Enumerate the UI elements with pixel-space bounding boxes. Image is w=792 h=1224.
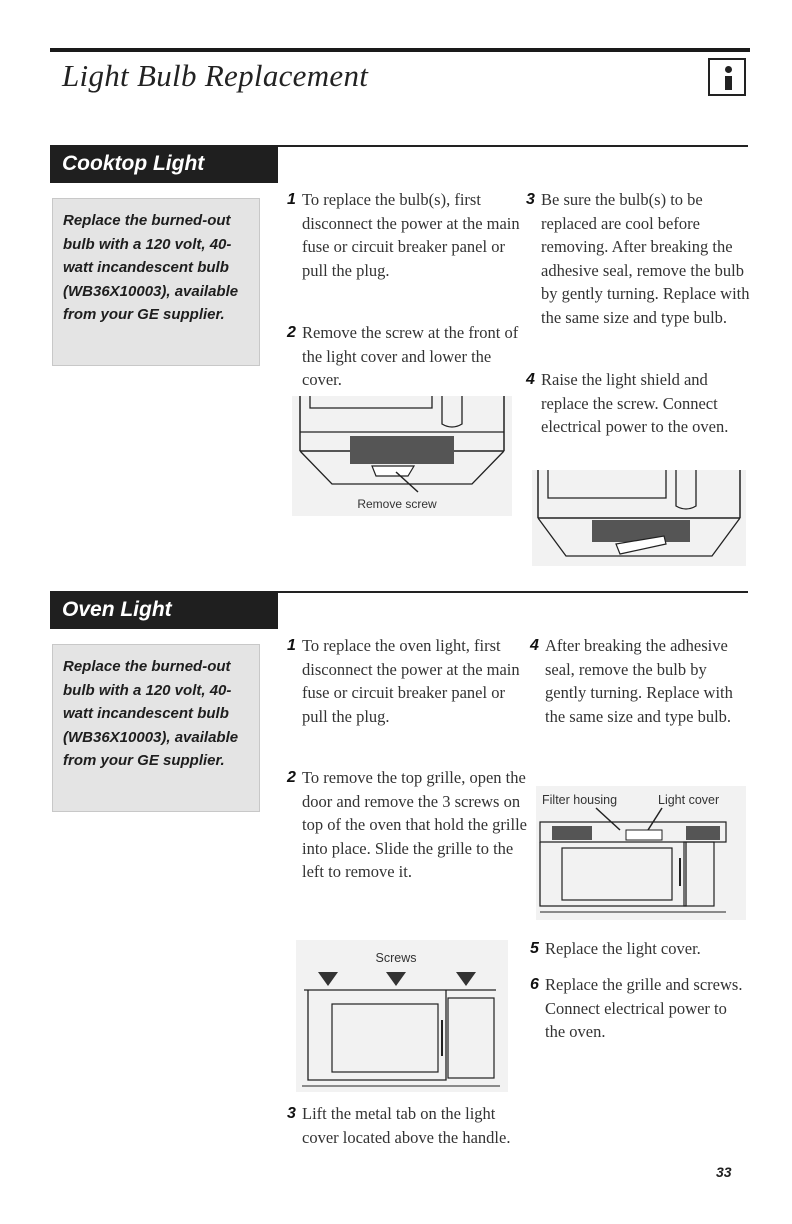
cooktop-step-3	[526, 188, 751, 329]
info-icon-bar	[725, 76, 732, 90]
step-text: Replace the grille and screws. Connect electrical power to the oven.	[545, 975, 743, 1041]
step-number: 6	[530, 976, 539, 993]
cooktop-step-4	[526, 368, 751, 439]
screws-label: Screws	[375, 951, 417, 965]
info-icon-dot	[725, 66, 732, 73]
step-number: 1	[287, 191, 296, 208]
remove-screw-label: Remove screw	[357, 497, 437, 511]
step-number: 5	[530, 940, 539, 957]
step-number: 4	[526, 371, 535, 388]
oven-step-5	[530, 937, 751, 961]
step-text: Remove the screw at the front of the light cover and lower the cover.	[302, 323, 519, 389]
oven-step-1	[287, 634, 534, 728]
step-number: 1	[287, 637, 296, 654]
page-number: 33	[716, 1164, 732, 1180]
cooktop-step-1	[287, 188, 534, 282]
step-number: 4	[530, 637, 539, 654]
page-title: Light Bulb Replacement	[62, 58, 369, 93]
oven-screws-figure	[296, 940, 508, 1092]
top-rule	[50, 48, 750, 52]
cooktop-raise-shield-figure	[532, 470, 746, 566]
oven-step-3	[287, 1102, 534, 1149]
oven-step-6	[530, 973, 751, 1044]
step-text: Raise the light shield and replace the screw. Connect electrical power to the oven.	[541, 370, 729, 436]
cooktop-remove-screw-figure	[292, 396, 512, 516]
oven-step-4	[530, 634, 751, 728]
oven-note: Replace the burned-out bulb with a 120 volt, 40-watt incandescent bulb (WB36X10003), available from your GE supplier.	[52, 644, 260, 812]
oven-light-cover-figure	[536, 786, 746, 920]
oven-section-rule	[278, 591, 748, 593]
step-text: To replace the oven light, first disconnect the power at the main fuse or circuit breaker panel or pull the plug.	[302, 636, 520, 726]
step-text: Be sure the bulb(s) to be replaced are cool before removing. After breaking the adhesive seal, remove the bulb by gently turning. Replace with the same size and type bulb.	[541, 190, 750, 327]
filter-housing-label: Filter housing	[542, 793, 618, 807]
step-number: 3	[526, 191, 535, 208]
step-number: 2	[287, 769, 296, 786]
step-number: 3	[287, 1105, 296, 1122]
cooktop-section-header: Cooktop Light	[50, 145, 278, 183]
cooktop-note: Replace the burned-out bulb with a 120 volt, 40-watt incandescent bulb (WB36X10003), available from your GE supplier.	[52, 198, 260, 366]
cooktop-step-2	[287, 321, 534, 392]
step-text: After breaking the adhesive seal, remove the bulb by gently turning. Replace with the same size and type bulb.	[545, 636, 733, 726]
oven-step-2	[287, 766, 534, 884]
step-text: To replace the bulb(s), first disconnect the power at the main fuse or circuit breaker panel or pull the plug.	[302, 190, 520, 280]
step-number: 2	[287, 324, 296, 341]
step-text: Replace the light cover.	[545, 939, 701, 958]
step-text: Lift the metal tab on the light cover located above the handle.	[302, 1104, 511, 1147]
cooktop-section-rule	[278, 145, 748, 147]
light-cover-label: Light cover	[658, 793, 720, 807]
step-text: To remove the top grille, open the door and remove the 3 screws on top of the oven that hold the grille into place. Slide the grille to the left to remove it.	[302, 768, 527, 881]
oven-section-header: Oven Light	[50, 591, 278, 629]
